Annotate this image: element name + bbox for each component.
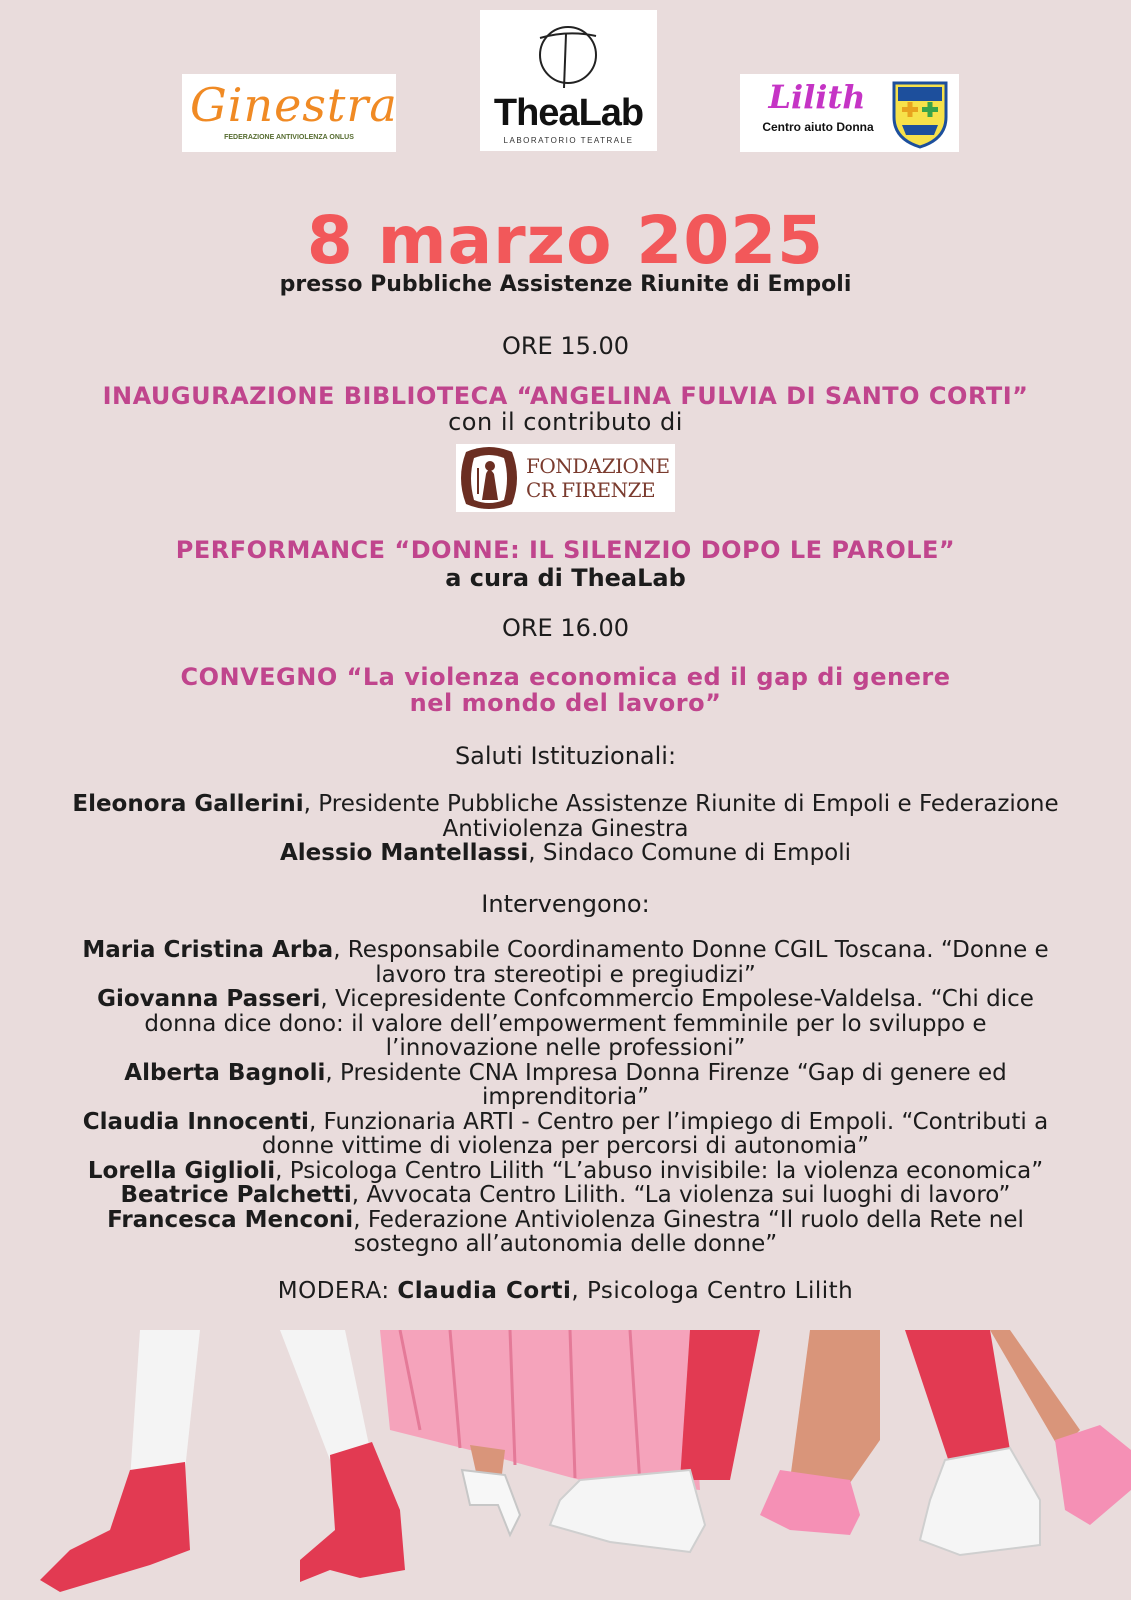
- list-item: [0, 841, 1131, 866]
- white-trouser-left: [130, 1330, 200, 1480]
- list-item: [0, 938, 1131, 987]
- speaker-role: , Psicologa Centro Lilith “L’abuso invisibile: la violenza economica”: [275, 1157, 1044, 1184]
- white-heel-shoe: [462, 1470, 520, 1535]
- speaker-role: , Funzionaria ARTI - Centro per l’impiego di Empoli. “Contributi a: [308, 1108, 1049, 1135]
- walking-feet-illustration: [0, 1330, 1131, 1600]
- lilith-logo-wordmark: Lilith: [768, 78, 866, 116]
- moderator-label: MODERA:: [277, 1278, 398, 1304]
- performance-curated-by: a cura di TheaLab: [445, 564, 686, 592]
- speaker-role: , Presidente Pubbliche Assistenze Riunite di Empoli e Federazione: [303, 791, 1059, 817]
- speaker-role: , Sindaco Comune di Empoli: [528, 840, 852, 866]
- speaker-name: Claudia Innocenti: [82, 1108, 309, 1135]
- thealab-logo-wordmark: TheaLab: [493, 92, 644, 134]
- pink-shoe-center: [760, 1470, 860, 1535]
- white-sneaker-right: [920, 1448, 1040, 1555]
- speaker-role: sostegno all’autonomia delle donne”: [353, 1231, 778, 1257]
- red-boot-right: [300, 1442, 405, 1582]
- speaker-name: Maria Cristina Arba: [82, 937, 334, 963]
- speaker-role: , Vicepresidente Confcommercio Empolese-Valdelsa. “Chi dice: [320, 986, 1034, 1012]
- pink-skirt: [380, 1330, 700, 1490]
- ginestra-logo-wordmark: Ginestra: [190, 78, 398, 132]
- contribution-text: con il contributo di: [448, 408, 683, 436]
- speaker-role: , Federazione Antiviolenza Ginestra “Il ruolo della Rete nel: [353, 1206, 1024, 1233]
- fondazione-logo-text: [526, 454, 674, 502]
- speaker-role: , Avvocata Centro Lilith. “La violenza sui luoghi di lavoro”: [351, 1182, 1011, 1208]
- thealab-logo-subtitle: LABORATORIO TEATRALE: [503, 136, 634, 145]
- speaker-role: l’innovazione nelle professioni”: [385, 1035, 746, 1061]
- list-item: [0, 1110, 1131, 1159]
- speaker-name: Beatrice Palchetti: [120, 1182, 352, 1208]
- speaker-role: donna dice dono: il valore dell’empowerment femminile per lo sviluppo e: [144, 1010, 987, 1037]
- speaker-name: Alberta Bagnoli: [124, 1059, 326, 1086]
- ginestra-logo: [182, 74, 396, 152]
- speaker-name: Giovanna Passeri: [97, 986, 321, 1012]
- event-date: 8 marzo 2025: [306, 202, 825, 279]
- moderator-name: Claudia Corti: [397, 1278, 572, 1304]
- pubbliche-assistenze-shield-icon: [890, 77, 950, 149]
- speaker-role: Antiviolenza Ginestra: [442, 815, 689, 842]
- speaker-role: , Presidente CNA Impresa Donna Firenze “Gap di genere ed: [325, 1059, 1007, 1086]
- speaker-name: Lorella Giglioli: [87, 1157, 276, 1184]
- fondazione-line1: FONDAZIONE: [526, 454, 670, 478]
- conference-heading-line2: nel mondo del lavoro”: [409, 689, 722, 717]
- thealab-logo: [480, 10, 657, 151]
- red-boot-left: [40, 1462, 190, 1592]
- greetings-list: [0, 792, 1131, 866]
- fondazione-emblem-icon: [456, 444, 522, 512]
- list-item: [0, 1159, 1131, 1184]
- lilith-logo: [740, 74, 959, 152]
- thealab-emblem-icon: [480, 10, 657, 100]
- inauguration-heading: INAUGURAZIONE BIBLIOTECA “ANGELINA FULVIA DI SANTO CORTI”: [102, 382, 1029, 410]
- speaker-role: lavoro tra stereotipi e pregiudizi”: [375, 961, 756, 988]
- session2-time: ORE 16.00: [501, 614, 630, 642]
- session1-time: ORE 15.00: [501, 332, 630, 360]
- white-sneaker-center: [550, 1470, 705, 1552]
- greetings-label: Saluti Istituzionali:: [454, 742, 677, 770]
- red-trouser-right: [905, 1330, 1010, 1465]
- fondazione-line2: CR FIRENZE: [526, 478, 656, 502]
- white-trouser-right: [280, 1330, 370, 1460]
- speaker-name: Francesca Menconi: [107, 1206, 354, 1233]
- fondazione-cr-firenze-logo: [456, 444, 675, 512]
- speaker-role: imprenditoria”: [481, 1084, 649, 1110]
- ginestra-logo-subtitle: FEDERAZIONE ANTIVIOLENZA ONLUS: [224, 134, 354, 141]
- speaker-role: donne vittime di violenza per percorsi di autonomia”: [261, 1133, 870, 1159]
- lilith-logo-subtitle: Centro aiuto Donna: [762, 120, 874, 134]
- list-item: [0, 792, 1131, 841]
- list-item: [0, 1183, 1131, 1208]
- speaker-name: Eleonora Gallerini: [72, 791, 304, 817]
- performance-heading: PERFORMANCE “DONNE: IL SILENZIO DOPO LE PAROLE”: [175, 536, 956, 564]
- bare-leg: [790, 1330, 880, 1490]
- speaker-role: , Responsabile Coordinamento Donne CGIL Toscana. “Donne e: [333, 937, 1049, 963]
- event-venue: presso Pubbliche Assistenze Riunite di Empoli: [279, 272, 852, 297]
- list-item: [0, 987, 1131, 1061]
- speakers-list: [0, 938, 1131, 1257]
- conference-heading-line1: CONVEGNO “La violenza economica ed il gap di genere: [180, 663, 951, 691]
- red-trouser-center: [680, 1330, 760, 1480]
- pink-shoe-right: [1055, 1425, 1131, 1525]
- list-item: [0, 1061, 1131, 1110]
- list-item: [0, 1208, 1131, 1257]
- speakers-label: Intervengono:: [481, 890, 650, 918]
- conference-heading: [0, 664, 1131, 716]
- moderator-line: [0, 1278, 1131, 1304]
- moderator-role: , Psicologa Centro Lilith: [571, 1278, 854, 1304]
- speaker-name: Alessio Mantellassi: [279, 840, 529, 866]
